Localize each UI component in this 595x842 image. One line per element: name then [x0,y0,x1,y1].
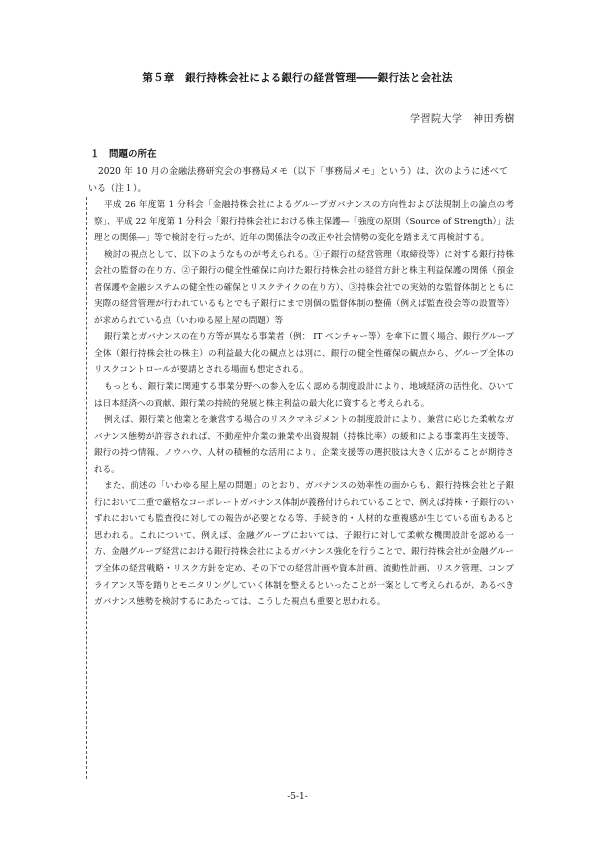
section-heading: １ 問題の所在 [90,149,157,160]
page-number: -5-1- [287,792,308,802]
quote-paragraph: もっとも、銀行業に関連する事業分野への参入を広く認める制度設計により、地域経済の活性化、ひいては日本経済への貢献、銀行業の持続的発展と株主利益の最大化に資すると考えられる。 [94,382,514,409]
quoted-memo-block [86,197,514,779]
quote-paragraph: 検討の視点として、以下のようなものが考えられる。①子銀行の経営管理（取締役等）に対する銀行持株会社の監督の在り方、②子銀行の健全性確保に向けた銀行持株会社の経営方針と株主利益保護の関係（預金者保護や金融システムの健全性の確保とリスクテイクの在り方）、③持株会社での実効的な監督体制とともに実際の経営管理が行われているもとでも子銀行にまで別個の監督体制の整備（例えば監査役会等の設置等）が求められている点（いわゆる屋上屋の問題）等 [94,249,514,326]
quote-paragraph: 例えば、銀行業と他業とを兼営する場合のリスクマネジメントの制度設計により、兼営に応じた柔軟なガバナンス態勢が許容されれば、不動産仲介業の兼業や出資規制（持株比率）の緩和による事業再生支援等、銀行の持つ情報、ノウハウ、人材の積極的な活用により、企業支援等の選択肢は大きく広がることが期待される。 [94,415,514,475]
quote-paragraph: また、前述の「いわゆる屋上屋の問題」のとおり、ガバナンスの効率性の面からも、銀行持株会社と子銀行において二重で厳格なコーポレートガバナンス体制が義務付けられていることで、例えば持株・子銀行のいずれにおいても監査役に対しての報告が必要となる等、手続き的・人材的な重複感が生じている面もあると思われる。これについて、例えば、金融グループにおいては、子銀行に対して柔軟な機関設計を認める一方、金融グループ経営における銀行持株会社によるガバナンス強化を行うことで、銀行持株会社が金融グループ全体の経営戦略・リスク方針を定め、その下での経営計画や資本計画、流動性計画、リスク管理、コンプライアンス等を踏りとモニタリングしていく体制を整えるといったことが一案として考えられるが、あるべきガバナンス態勢を検討するにあたっては、こうした視点も重要と思われる。 [94,481,514,608]
intro-paragraph: 2020 年 10 月の金融法務研究会の事務局メモ（以下「事務局メモ」という）は、次のように述べている（注１）。 [88,167,508,194]
quote-paragraph: 平成 26 年度第 1 分科会「金融持株会社によるグループガバナンスの方向性および法規制上の論点の考察」、平成 22 年度第 1 分科会「銀行持株会社における株主保護―「強度の原則（Source of Strength）」法理との関係―」等で検討を行ったが、近年の関係法令の改正や社会情勢の変化を踏まえて再検討する。 [94,200,514,244]
author-affiliation: 学習院大学 神田秀樹 [410,114,515,125]
quote-paragraph: 銀行業とガバナンスの在り方等が異なる事業者（例： IT ベンチャー等）を傘下に置く場合、銀行グループ全体（銀行持株会社の株主）の利益最大化の観点とは別に、銀行の健全性確保の観点から、グループ全体のリスクコントロールが要請とされる場面も想定される。 [94,332,514,376]
chapter-title: 第５章 銀行持株会社による銀行の経営管理――銀行法と会社法 [142,72,453,84]
